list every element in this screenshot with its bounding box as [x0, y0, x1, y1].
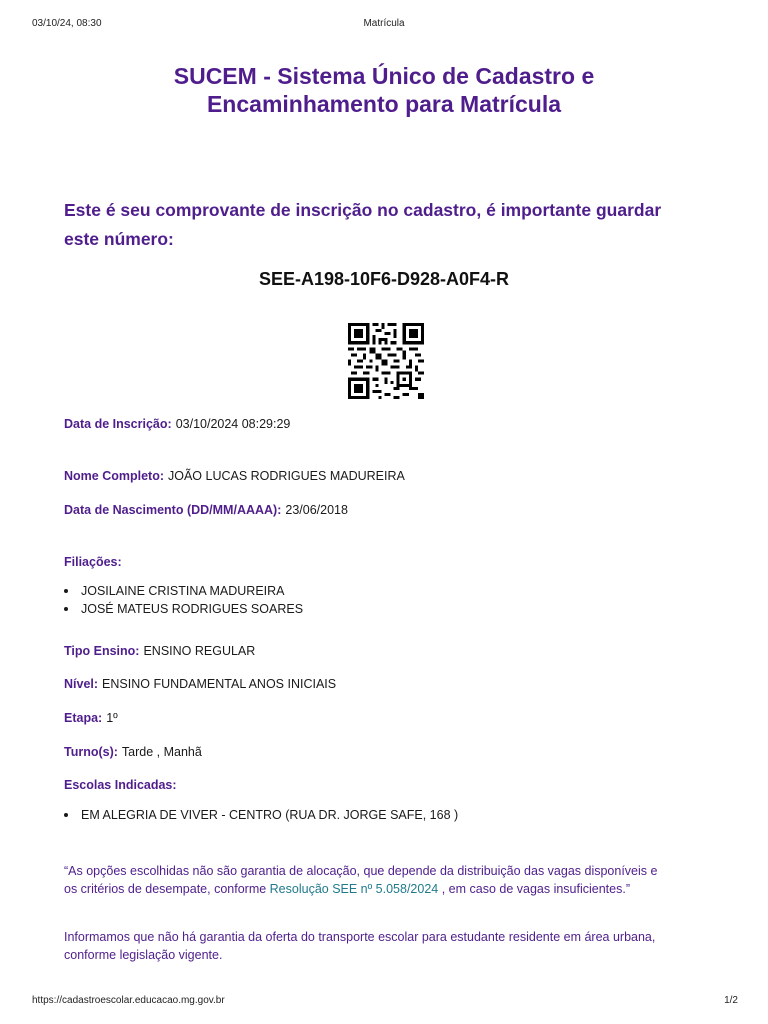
- bullet-icon: [64, 813, 68, 817]
- receipt-intro-line-1: Este é seu comprovante de inscrição no cadastro, é importante guardar: [64, 200, 662, 220]
- qr-code-icon: [345, 323, 427, 399]
- list-item: [64, 808, 458, 822]
- bullet-icon: [64, 607, 68, 611]
- filiations-label: Filiações:: [64, 555, 122, 569]
- page-title: [84, 62, 684, 118]
- stage-field: [64, 711, 118, 725]
- page-title-line-2: Encaminhamento para Matrícula: [206, 91, 562, 117]
- resolution-link[interactable]: Resolução SEE nº 5.058/2024: [269, 882, 439, 896]
- transport-line-1: Informamos que não há garantia da oferta do transporte escolar para estudante residente em área urbana,: [64, 930, 656, 944]
- shift-value: Tarde , Manhã: [121, 745, 202, 759]
- print-datetime: 03/10/24, 08:30: [32, 18, 102, 29]
- schools-field: [64, 778, 181, 792]
- registration-date-value: 03/10/2024 08:29:29: [175, 417, 291, 431]
- filiation-name: JOSÉ MATEUS RODRIGUES SOARES: [81, 602, 304, 616]
- page-title-line-1: SUCEM - Sistema Único de Cadastro e: [173, 63, 595, 89]
- registration-date-label: Data de Inscrição:: [64, 417, 172, 431]
- full-name-label: Nome Completo:: [64, 469, 164, 483]
- registration-code: SEE-A198-10F6-D928-A0F4-R: [258, 269, 510, 289]
- transport-line-2: conforme legislação vigente.: [64, 948, 223, 962]
- disclaimer-text-b: , em caso de vagas insuficientes.”: [438, 882, 630, 896]
- shift-label: Turno(s):: [64, 745, 118, 759]
- stage-label: Etapa:: [64, 711, 103, 725]
- print-url: https://cadastroescolar.educacao.mg.gov.br: [32, 995, 225, 1006]
- teaching-type-label: Tipo Ensino:: [64, 644, 140, 658]
- disclaimer-line-1: “As opções escolhidas não são garantia de alocação, que depende da distribuição das vagas disponíveis e: [64, 864, 658, 878]
- transport-notice: [64, 928, 724, 964]
- teaching-type-field: [64, 644, 255, 658]
- receipt-intro: [64, 196, 704, 254]
- filiation-name: JOSILAINE CRISTINA MADUREIRA: [81, 584, 285, 598]
- birth-date-label: Data de Nascimento (DD/MM/AAAA):: [64, 503, 282, 517]
- birth-date-field: [64, 503, 348, 517]
- registration-date-field: [64, 417, 290, 431]
- level-field: [64, 677, 336, 691]
- list-item: [64, 584, 285, 598]
- bullet-icon: [64, 589, 68, 593]
- shift-field: [64, 745, 202, 759]
- teaching-type-value: ENSINO REGULAR: [143, 644, 256, 658]
- school-name: EM ALEGRIA DE VIVER - CENTRO (RUA DR. JORGE SAFE, 168 ): [81, 808, 459, 822]
- print-page-title: Matrícula: [363, 18, 405, 29]
- stage-value: 1º: [106, 711, 118, 725]
- birth-date-value: 23/06/2018: [285, 503, 348, 517]
- filiations-field: [64, 555, 126, 569]
- print-page-number: 1/2: [724, 995, 738, 1006]
- level-value: ENSINO FUNDAMENTAL ANOS INICIAIS: [102, 677, 337, 691]
- receipt-intro-line-2: este número:: [64, 229, 174, 249]
- full-name-value: JOÃO LUCAS RODRIGUES MADUREIRA: [168, 469, 405, 483]
- allocation-disclaimer: [64, 862, 724, 898]
- disclaimer-line-2: [64, 880, 724, 898]
- level-label: Nível:: [64, 677, 99, 691]
- full-name-field: [64, 469, 405, 483]
- list-item: [64, 602, 303, 616]
- disclaimer-text-a: os critérios de desempate, conforme: [64, 882, 270, 896]
- schools-label: Escolas Indicadas:: [64, 778, 177, 792]
